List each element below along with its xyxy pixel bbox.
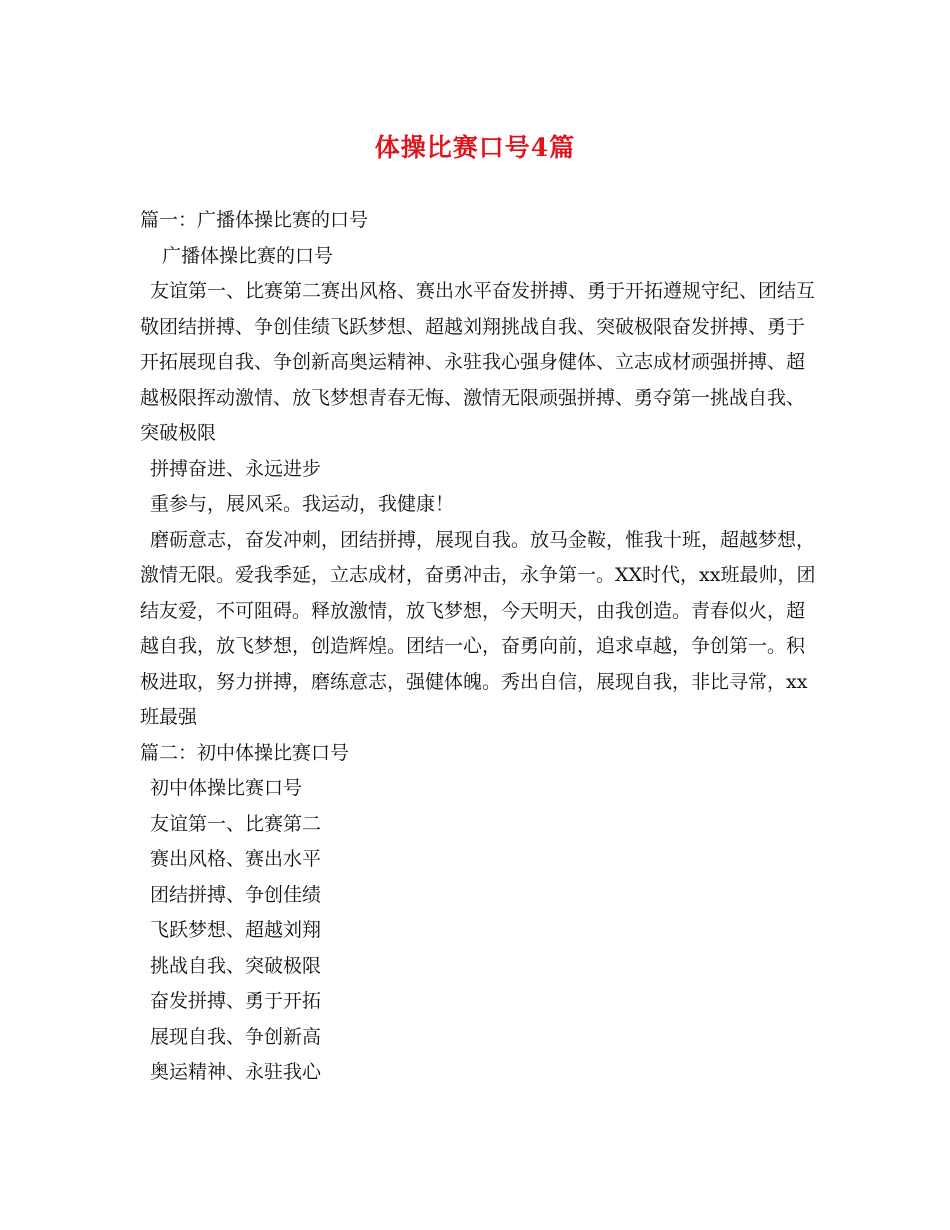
- paragraph: 友谊第一、比赛第二赛出风格、赛出水平奋发拼搏、勇于开拓遵规守纪、团结互敬团结拼搏、争创佳绩飞跃梦想、超越刘翔挑战自我、突破极限奋发拼搏、勇于开拓展现自我、争创新高奥运精神、永驻我心强身健体、立志成材顽强拼搏、超越极限挥动激情、放飞梦想青春无悔、激情无限顽强拼搏、勇夺第一挑战自我、突破极限: [140, 280, 816, 444]
- slogan-line: 友谊第一、比赛第二: [150, 812, 322, 835]
- section-subheading-2: 初中体操比赛口号: [150, 777, 303, 799]
- section-subheading-1: 广播体操比赛的口号: [162, 244, 334, 267]
- slogan-line: 展现自我、争创新高: [150, 1025, 322, 1048]
- slogan-line: 奥运精神、永驻我心: [150, 1061, 322, 1083]
- slogan-line: 赛出风格、赛出水平: [150, 848, 322, 870]
- slogan-line: 挑战自我、突破极限: [150, 954, 322, 977]
- paragraph: 磨砺意志，奋发冲刺，团结拼搏，展现自我。放马金鞍，惟我十班，超越梦想，激情无限。爱我季延，立志成材，奋勇冲击，永争第一。XX时代，xx班最帅，团结友爱，不可阻碍。释放激情，放飞梦想，今天明天，由我创造。青春似火，超越自我，放飞梦想，创造辉煌。团结一心，奋勇向前，追求卓越，争创第一。积极进取，努力拼搏，磨练意志，强健体魄。秀出自信，展现自我，非比寻常，xx班最强: [140, 528, 816, 728]
- paragraph: 重参与，展风采。我运动，我健康！: [150, 493, 455, 515]
- document-title: 体操比赛口号4篇: [374, 133, 576, 162]
- slogan-line: 奋发拼搏、勇于开拓: [150, 990, 322, 1012]
- section-heading-1: 篇一：广播体操比赛的口号: [140, 209, 369, 231]
- slogan-line: 团结拼搏、争创佳绩: [150, 883, 322, 906]
- section-heading-2: 篇二：初中体操比赛口号: [140, 741, 350, 764]
- document-body: [140, 203, 818, 1091]
- paragraph: 拼搏奋进、永远进步: [150, 457, 322, 480]
- slogan-line: 飞跃梦想、超越刘翔: [150, 919, 322, 941]
